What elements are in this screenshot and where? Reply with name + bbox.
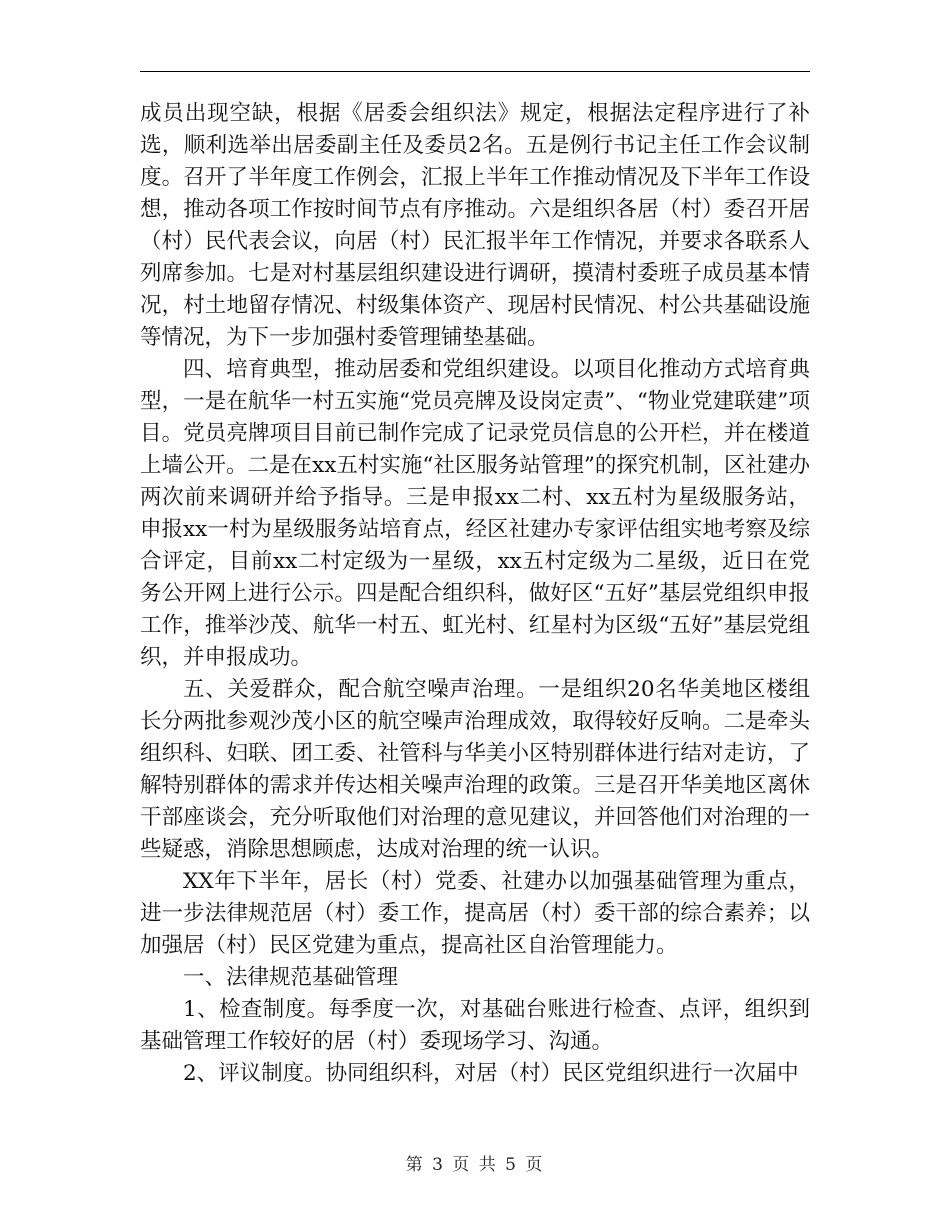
paragraph: 四、培育典型，推动居委和党组织建设。以项目化推动方式培育典型，一是在航华一村五实施“党员亮牌及设岗定责”、“物业党建联建”项目。党员亮牌项目目前已制作完成了记录党员信息的公开栏，并在楼道上墙公开。二是在xx五村实施“社区服务站管理”的探究机制，区社建办两次前来调研并给予指导。三是申报xx二村、xx五村为星级服务站，申报xx一村为星级服务站培育点，经区社建办专家评估组实地考察及综合评定，目前xx二村定级为一星级，xx五村定级为二星级，近日在党务公开网上进行公示。四是配合组织科，做好区“五好”基层党组织申报工作，推举沙茂、航华一村五、虹光村、红星村为区级“五好”基层党组织，并申报成功。 [140, 357, 810, 670]
paragraph: 1、检查制度。每季度一次，对基础台账进行检查、点评，组织到基础管理工作较好的居（村）委现场学习、沟通。 [140, 997, 810, 1054]
paragraph: 2、评议制度。协同组织科，对居（村）民区党组织进行一次届中 [183, 1061, 799, 1086]
header-rule [140, 71, 810, 72]
paragraph: 成员出现空缺，根据《居委会组织法》规定，根据法定程序进行了补选，顺利选举出居委副主任及委员2名。五是例行书记主任工作会议制度。召开了半年度工作例会，汇报上半年工作推动情况及下半年工作设想，推动各项工作按时间节点有序推动。六是组织各居（村）委召开居（村）民代表会议，向居（村）民汇报半年工作情况，并要求各联系人列席参加。七是对村基层组织建设进行调研，摸清村委班子成员基本情况，村土地留存情况、村级集体资产、现居村民情况、村公共基础设施等情况，为下一步加强村委管理铺垫基础。 [140, 101, 810, 350]
page-number-footer: 第 3 页 共 5 页 [405, 1155, 545, 1175]
paragraph: XX年下半年，居长（村）党委、社建办以加强基础管理为重点，进一步法律规范居（村）委工作，提高居（村）委干部的综合素养；以加强居（村）民区党建为重点，提高社区自治管理能力。 [140, 869, 810, 958]
paragraph: 五、关爱群众，配合航空噪声治理。一是组织20名华美地区楼组长分两批参观沙茂小区的航空噪声治理成效，取得较好反响。二是牵头组织科、妇联、团工委、社管科与华美小区特别群体进行结对走访，了解特别群体的需求并传达相关噪声治理的政策。三是召开华美地区离休干部座谈会，充分听取他们对治理的意见建议，并回答他们对治理的一些疑惑，消除思想顾虑，达成对治理的统一认识。 [140, 677, 810, 862]
body-text [140, 98, 810, 1090]
section-heading: 一、法律规范基础管理 [183, 965, 399, 990]
